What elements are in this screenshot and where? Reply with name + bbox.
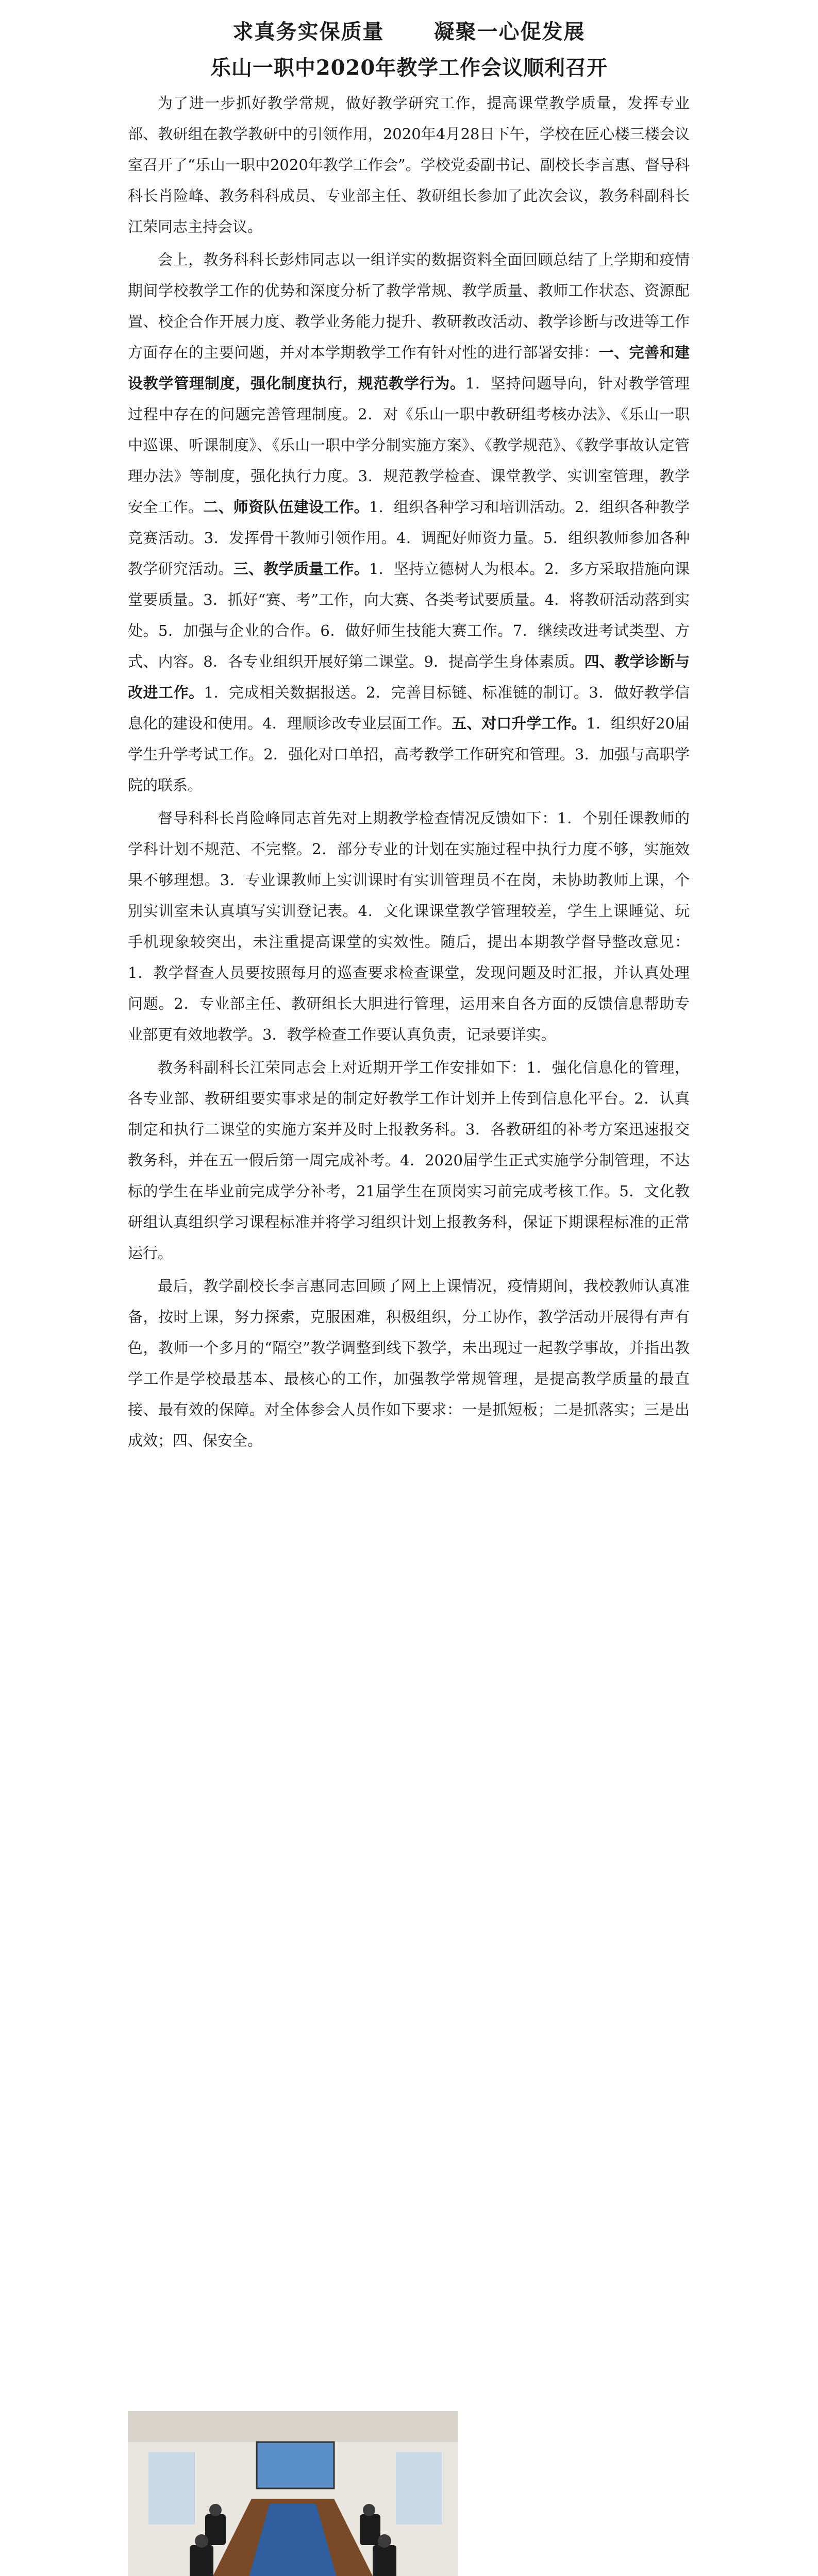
photo-gallery [128, 2411, 499, 2576]
plan-section-3: 1．坚持立德树人为根本。2．多方采取措施向课堂要质量。3．抓好“赛、考”工作，向大赛、各类考试要质量。4．将教研活动落到实处。5．加强与企业的合作。6．做好师生技能大赛工作。7．继续改进考试类型、方式、内容。8．各专业组织开展好第二课堂。9．提高学生身体素质。 [128, 560, 690, 670]
plan-heading-4: 四、教学诊断与改进工作。 [128, 653, 690, 701]
plan-heading-3: 三、教学质量工作。 [233, 560, 369, 578]
slogan-line [0, 15, 818, 45]
paragraph-closing-remarks: 最后，教学副校长李言惠同志回顾了网上上课情况，疫情期间，我校教师认真准备，按时上课，努力探索，克服困难，积极组织，分工协作，教学活动开展得有声有色，教师一个多月的“隔空”教学调整到线下教学，未出现过一起教学事故，并指出教学工作是学校最基本、最核心的工作，加强教学常规管理，是提高教学质量的最直接、最有效的保障。对全体参会人员作如下要求：一是抓短板；二是抓落实；三是出成效；四、保安全。 [128, 1277, 690, 1449]
paragraph-semester-arrangement: 教务科副科长江荣同志会上对近期开学工作安排如下：1．强化信息化的管理，各专业部、教研组要实事求是的制定好教学工作计划并上传到信息化平台。2．认真制定和执行二课堂的实施方案并及时上报教务科。3．各教研组的补考方案迅速报交教务科，并在五一假后第一周完成补考。4．2020届学生正式实施学分制管理，不达标的学生在毕业前完成学分补考，21届学生在顶岗实习前完成考核工作。5．文化教研组认真组织学习课程标准并将学习组织计划上报教务科，保证下期课程标准的正常运行。 [128, 1059, 690, 1262]
meeting-photo [128, 2411, 458, 2576]
paragraph-supervision: 督导科科长肖险峰同志首先对上期教学检查情况反馈如下：1．个别任课教师的学科计划不规范、不完整。2．部分专业的计划在实施过程中执行力度不够，实施效果不够理想。3．专业课教师上实训课时有实训管理员不在岗，未协助教师上课，个别实训室未认真填写实训登记表。4．文化课课堂教学管理较差，学生上课睡觉、玩手机现象较突出，未注重提高课堂的实效性。随后，提出本期教学督导整改意见：1．教学督查人员要按照每月的巡查要求检查课堂，发现问题及时汇报，并认真处理问题。2．专业部主任、教研组长大胆进行管理，运用来自各方面的反馈信息帮助专业部更有效地教学。3．教学检查工作要认真负责，记录要详实。 [128, 809, 690, 1043]
plan-heading-5: 五、对口升学工作。 [452, 715, 587, 732]
plan-intro: 会上，教务科科长彭炜同志以一组详实的数据资料全面回顾总结了上学期和疫情期间学校教学工作的优势和深度分析了教学常规、教学质量、教师工作状态、资源配置、校企合作开展力度、教学业务能力提升、教研教改活动、教学诊断与改进等工作方面存在的主要问题，并对本学期教学工作有针对性的进行部署安排： [128, 251, 690, 361]
plan-section-1: 1．坚持问题导向，针对教学管理过程中存在的问题完善管理制度。2．对《乐山一职中教研组考核办法》、《乐山一职中巡课、听课制度》、《乐山一职中学分制实施方案》、《教学规范》、《教学事故认定管理办法》等制度，强化执行力度。3．规范教学检查、课堂教学、实训室管理，教学安全工作。 [128, 375, 690, 516]
paragraph-work-plan [128, 244, 690, 801]
slogan-left: 求真务实保质量 [232, 20, 385, 44]
article-title: 乐山一职中2020年教学工作会议顺利召开 [210, 56, 608, 80]
plan-heading-1: 一、完善和建设教学管理制度，强化制度执行，规范教学行为。 [128, 344, 690, 392]
paragraph-intro: 为了进一步抓好教学常规，做好教学研究工作，提高课堂教学质量，发挥专业部、教研组在教学教研中的引领作用，2020年4月28日下午，学校在匠心楼三楼会议室召开了“乐山一职中2020年教学工作会”。学校党委副书记、副校长李言惠、督导科科长肖险峰、教务科科成员、专业部主任、教研组长参加了此次会议，教务科副科长江荣同志主持会议。 [128, 94, 690, 235]
plan-heading-2: 二、师资队伍建设工作。 [203, 498, 369, 516]
article-body [128, 88, 690, 1458]
plan-section-4: 1．完成相关数据报送。2．完善目标链、标准链的制订。3．做好教学信息化的建设和使用。4．理顺诊改专业层面工作。 [128, 684, 690, 732]
plan-section-2: 1．组织各种学习和培训活动。2．组织各种教学竞赛活动。3．发挥骨干教师引领作用。4．调配好师资力量。5．组织教师参加各种教学研究活动。 [128, 498, 690, 578]
plan-section-5: 1．组织好20届学生升学考试工作。2．强化对口单招，高考教学工作研究和管理。3．加强与高职学院的联系。 [128, 715, 690, 794]
slogan-right: 凝聚一心促发展 [433, 20, 586, 44]
